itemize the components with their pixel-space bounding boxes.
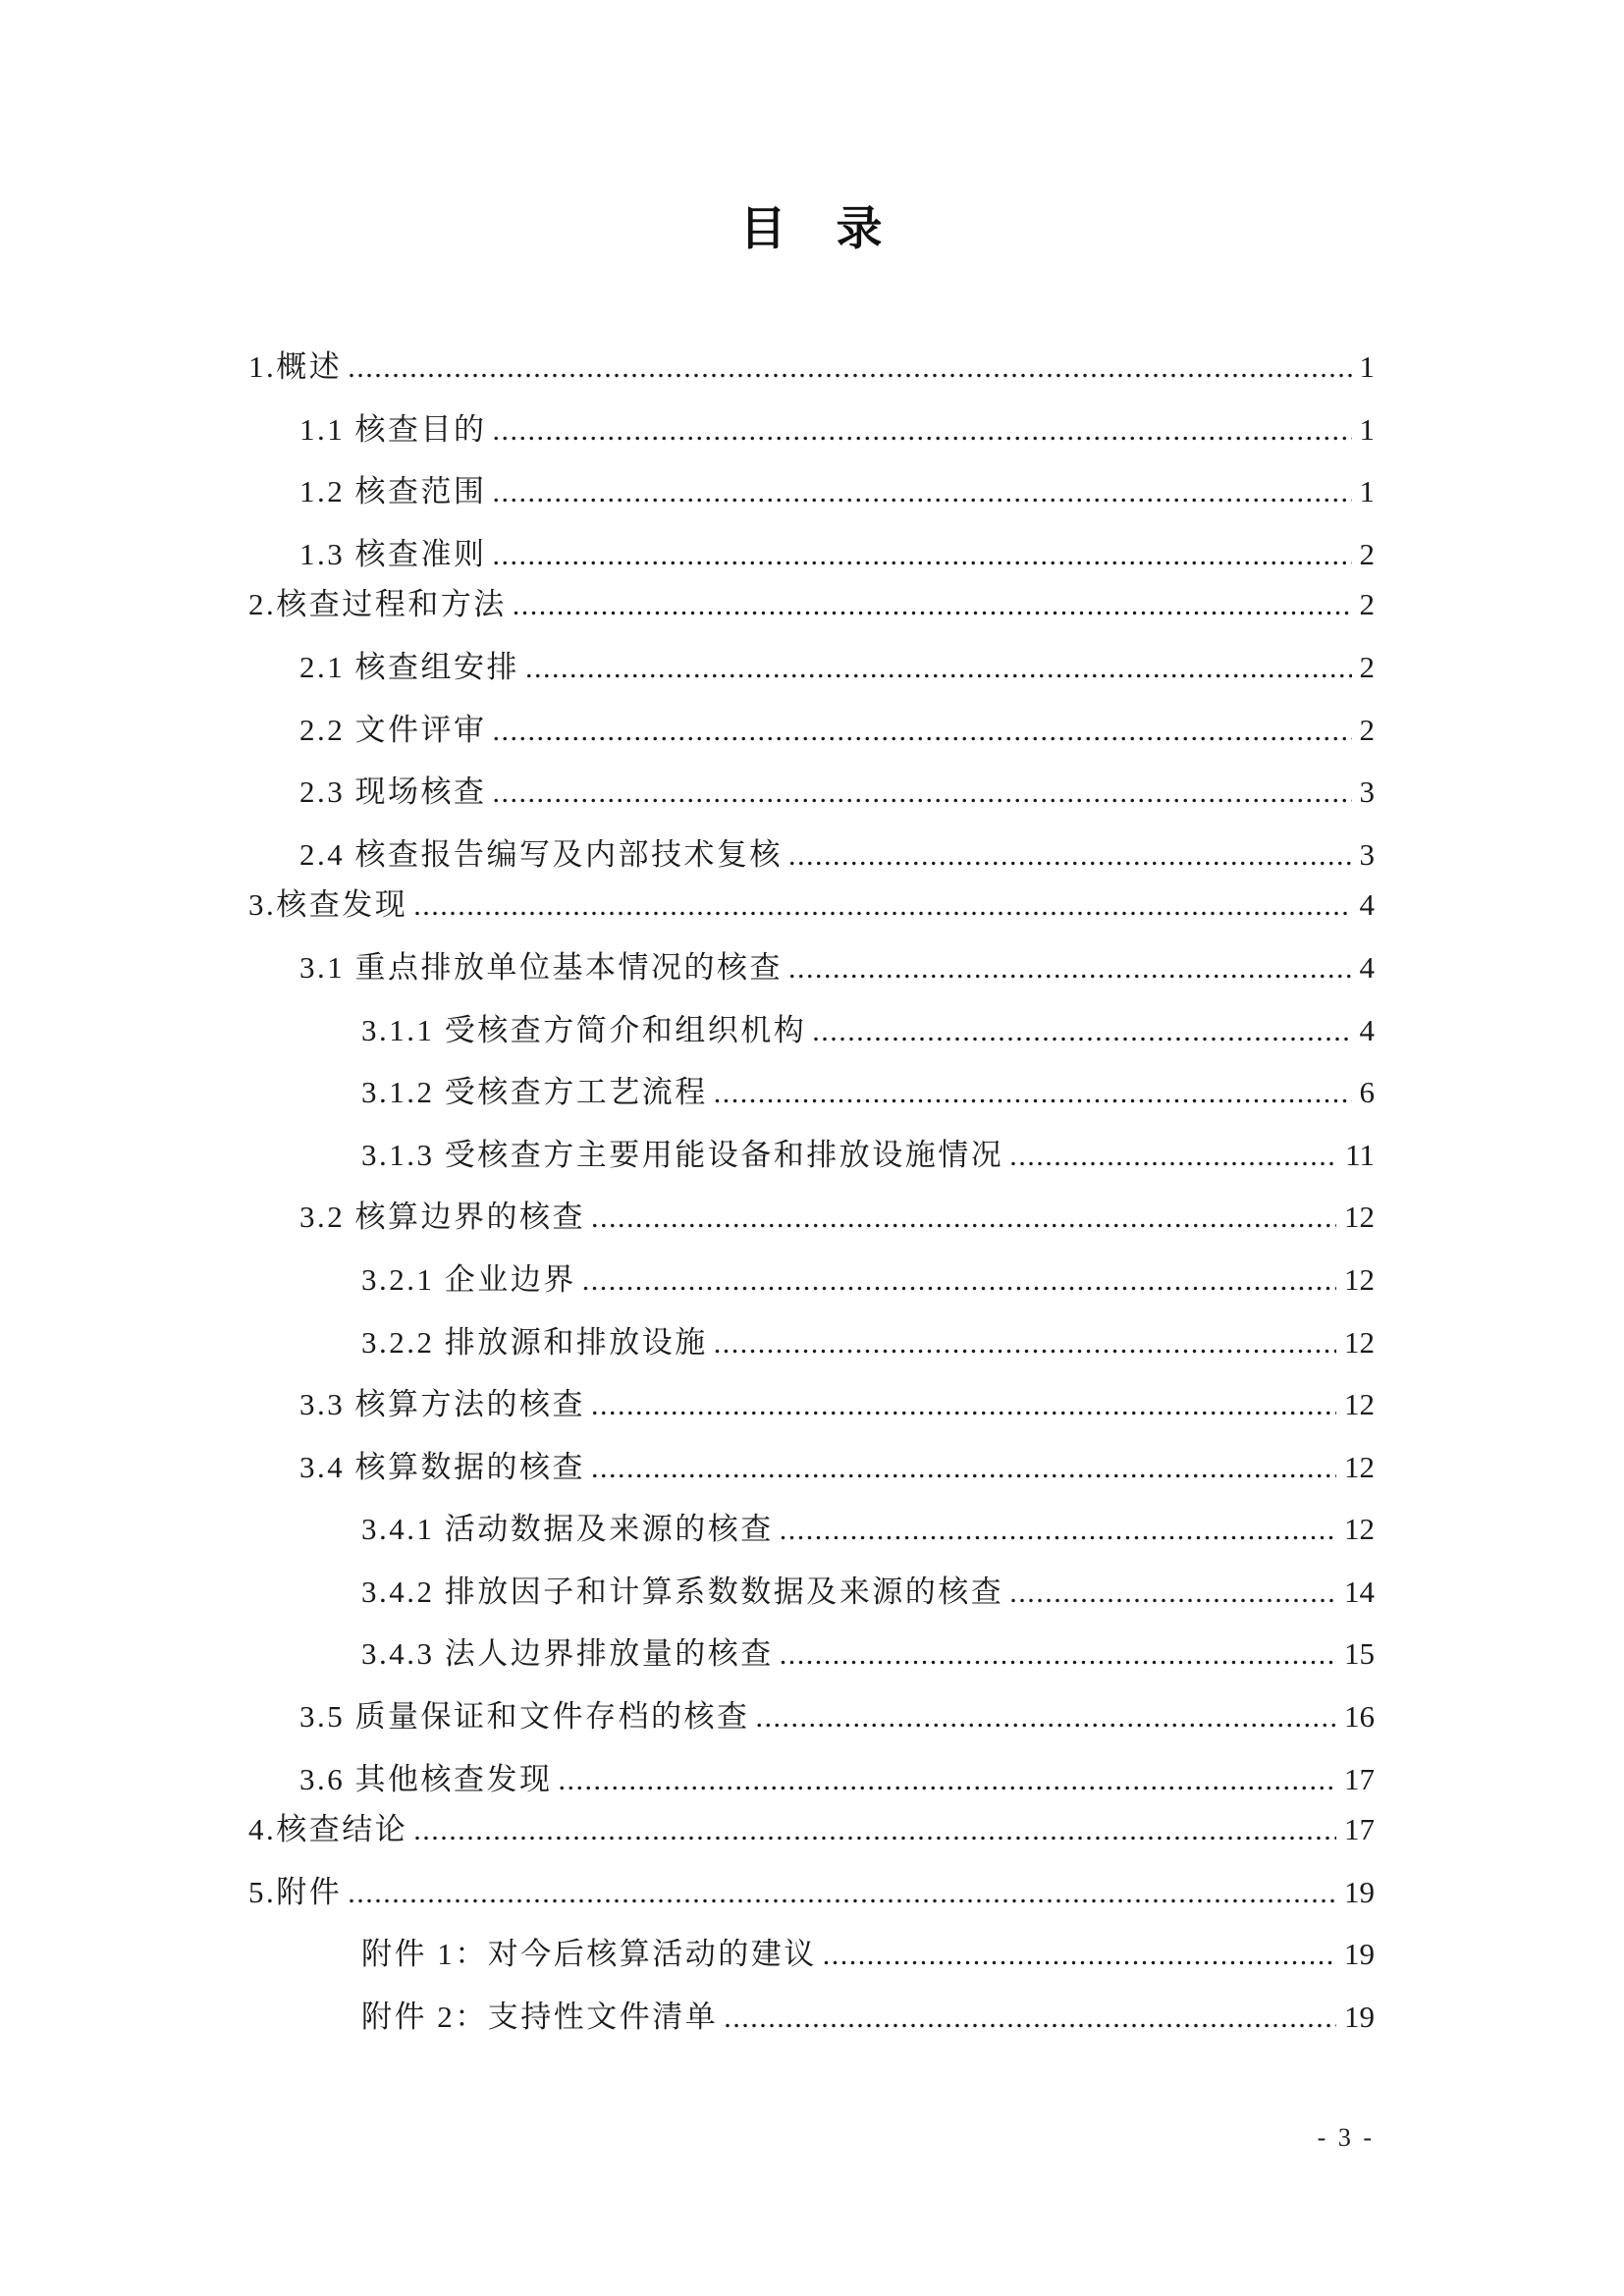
toc-entry — [248, 460, 1375, 523]
toc-entry-label: 1.3 核查准则 — [299, 536, 487, 571]
toc-entry-label: 3.1.3 受核查方主要用能设备和排放设施情况 — [361, 1137, 1004, 1172]
toc-entry-label: 3.6 其他核查发现 — [299, 1761, 553, 1796]
toc-dot-leader — [493, 537, 1352, 573]
toc-dot-leader — [823, 1937, 1336, 1973]
toc-page-number: 2 — [1359, 712, 1375, 747]
toc-entry — [248, 699, 1375, 762]
toc-page-number: 6 — [1359, 1075, 1375, 1110]
toc-dot-leader — [413, 887, 1351, 924]
toc-entry — [248, 1311, 1375, 1374]
toc-entry-label: 3.4.2 排放因子和计算系数数据及来源的核查 — [361, 1574, 1004, 1609]
toc-entry-label: 3.1 重点排放单位基本情况的核查 — [299, 949, 783, 985]
toc-dot-leader — [582, 1262, 1336, 1299]
toc-dot-leader — [780, 1512, 1336, 1548]
toc-entry-label: 3.1.2 受核查方工艺流程 — [361, 1075, 708, 1110]
toc-entry — [248, 761, 1375, 824]
toc-entry — [248, 1373, 1375, 1436]
toc-entry-label: 2.4 核查报告编写及内部技术复核 — [299, 836, 783, 872]
toc-page-number: 14 — [1344, 1574, 1375, 1609]
toc-entry-label: 3.1.1 受核查方简介和组织机构 — [361, 1012, 807, 1047]
toc-page-number: 1 — [1359, 411, 1375, 447]
toc-entry — [248, 1186, 1375, 1249]
toc-entry — [248, 1986, 1375, 2049]
toc-entry — [248, 1436, 1375, 1499]
toc-dot-leader — [780, 1636, 1336, 1673]
toc-dot-leader — [812, 1013, 1351, 1049]
toc-entry — [248, 573, 1375, 636]
toc-page-number: 17 — [1344, 1812, 1375, 1847]
toc-page-number: 12 — [1344, 1387, 1375, 1422]
toc-entry-label: 1.概述 — [248, 349, 343, 384]
toc-entry-label: 附件 2：支持性文件清单 — [361, 2000, 719, 2035]
toc-dot-leader — [788, 837, 1352, 874]
toc-page-number: 15 — [1344, 1636, 1375, 1672]
toc-entry — [248, 1124, 1375, 1187]
toc-page-number: 3 — [1359, 836, 1375, 872]
toc-entry-label: 3.2.1 企业边界 — [361, 1261, 576, 1297]
toc-page-number: 1 — [1359, 349, 1375, 384]
toc-entry-label: 2.2 文件评审 — [299, 712, 487, 747]
page-number-footer: - 3 - — [1317, 2123, 1375, 2152]
toc-page-number: 12 — [1344, 1261, 1375, 1297]
toc-dot-leader — [1009, 1575, 1336, 1611]
toc-page-number: 4 — [1359, 887, 1375, 923]
toc-page-number: 17 — [1344, 1761, 1375, 1796]
toc-entry-label: 2.核查过程和方法 — [248, 587, 507, 622]
toc-dot-leader — [724, 2000, 1336, 2036]
toc-dot-leader — [513, 587, 1352, 623]
toc-entry-label: 3.2.2 排放源和排放设施 — [361, 1324, 708, 1360]
toc-entry — [248, 1685, 1375, 1748]
toc-dot-leader — [348, 349, 1351, 386]
toc-entry-label: 3.4 核算数据的核查 — [299, 1449, 585, 1484]
toc-entry — [248, 1623, 1375, 1685]
toc-page-number: 19 — [1344, 2000, 1375, 2035]
toc-page-number: 12 — [1344, 1449, 1375, 1484]
toc-page-number: 1 — [1359, 474, 1375, 509]
toc-dot-leader — [1009, 1138, 1337, 1174]
toc-page-number: 12 — [1344, 1200, 1375, 1235]
toc-dot-leader — [493, 713, 1352, 749]
toc-entry-label: 4.核查结论 — [248, 1812, 408, 1847]
toc-dot-leader — [756, 1699, 1337, 1735]
toc-entry-label: 1.2 核查范围 — [299, 474, 487, 509]
toc-page-number: 4 — [1359, 1012, 1375, 1047]
toc-page-number: 12 — [1344, 1324, 1375, 1360]
toc-entry-label: 2.1 核查组安排 — [299, 649, 519, 684]
toc-entry — [248, 874, 1375, 936]
toc-page-number: 19 — [1344, 1874, 1375, 1909]
toc-entry — [248, 636, 1375, 699]
toc-entry — [248, 1061, 1375, 1124]
toc-entry — [248, 1249, 1375, 1311]
toc-dot-leader — [788, 950, 1352, 987]
toc-entry-label: 3.核查发现 — [248, 887, 408, 923]
toc-entry-label: 附件 1：对今后核算活动的建议 — [361, 1937, 817, 1972]
table-of-contents — [248, 336, 1375, 2049]
toc-page-number: 12 — [1344, 1512, 1375, 1547]
toc-dot-leader — [493, 412, 1352, 449]
toc-dot-leader — [493, 774, 1352, 811]
toc-entry-label: 3.5 质量保证和文件存档的核查 — [299, 1699, 750, 1735]
toc-entry — [248, 936, 1375, 999]
toc-page-number: 4 — [1359, 949, 1375, 985]
page-title: 目 录 — [739, 204, 885, 255]
toc-entry — [248, 336, 1375, 399]
toc-dot-leader — [413, 1812, 1336, 1848]
toc-page-number: 2 — [1359, 587, 1375, 622]
toc-entry — [248, 1861, 1375, 1924]
toc-entry — [248, 1798, 1375, 1861]
toc-dot-leader — [714, 1075, 1352, 1111]
toc-entry-label: 2.3 现场核查 — [299, 774, 487, 810]
toc-entry — [248, 1561, 1375, 1624]
toc-entry-label: 3.3 核算方法的核查 — [299, 1387, 585, 1422]
toc-dot-leader — [559, 1762, 1337, 1798]
toc-page-number: 19 — [1344, 1937, 1375, 1972]
toc-entry — [248, 999, 1375, 1062]
toc-dot-leader — [714, 1325, 1336, 1362]
toc-entry-label: 3.4.3 法人边界排放量的核查 — [361, 1636, 774, 1672]
toc-entry-label: 5.附件 — [248, 1874, 343, 1909]
toc-entry — [248, 1923, 1375, 1986]
toc-dot-leader — [591, 1387, 1336, 1423]
toc-page-number: 3 — [1359, 774, 1375, 810]
toc-dot-leader — [493, 474, 1352, 510]
toc-entry-label: 3.4.1 活动数据及来源的核查 — [361, 1512, 774, 1547]
toc-entry-label: 3.2 核算边界的核查 — [299, 1200, 585, 1235]
toc-dot-leader — [525, 650, 1352, 686]
toc-entry — [248, 1498, 1375, 1561]
toc-page-number: 2 — [1359, 649, 1375, 684]
toc-dot-leader — [591, 1450, 1336, 1486]
toc-entry — [248, 399, 1375, 461]
toc-page-number: 11 — [1345, 1137, 1375, 1172]
toc-entry-label: 1.1 核查目的 — [299, 411, 487, 447]
toc-dot-leader — [348, 1875, 1336, 1911]
toc-page-number: 2 — [1359, 536, 1375, 571]
toc-dot-leader — [591, 1200, 1336, 1236]
toc-page-number: 16 — [1344, 1699, 1375, 1735]
